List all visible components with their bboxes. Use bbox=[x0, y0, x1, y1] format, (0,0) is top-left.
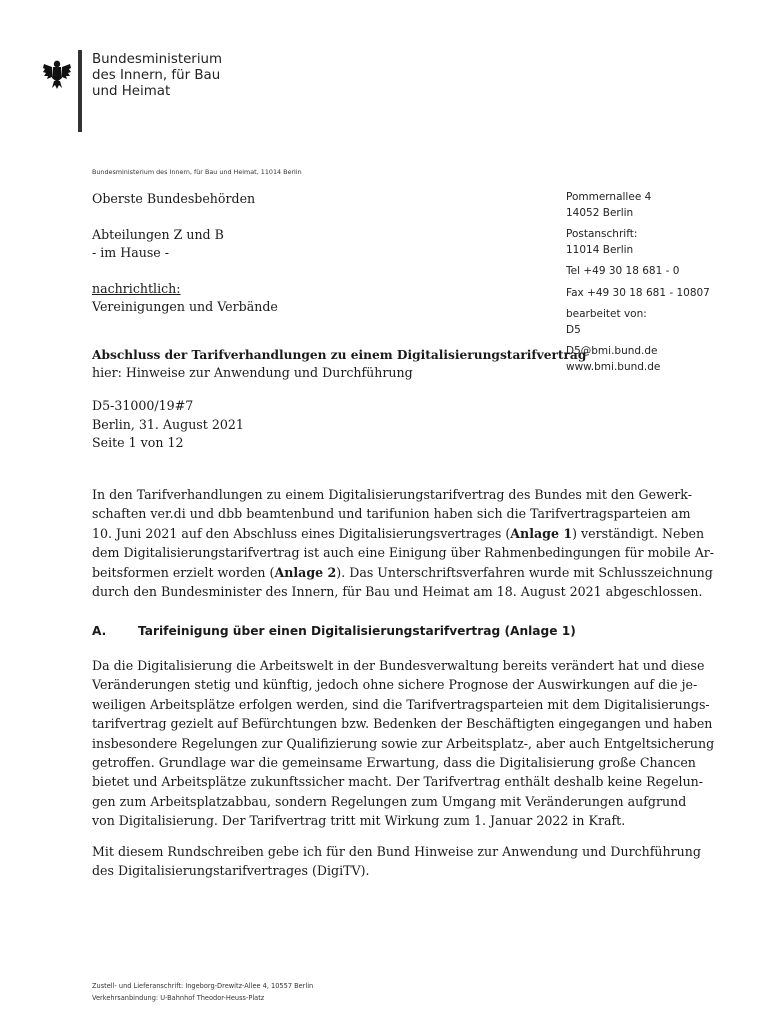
recipient-line-3: - im Hause - bbox=[92, 245, 170, 260]
address-city: 14052 Berlin bbox=[566, 206, 634, 219]
postal-city: 11014 Berlin bbox=[566, 243, 634, 256]
recipient-line-2: Abteilungen Z und B bbox=[92, 227, 224, 242]
cc-label: nachrichtlich: bbox=[92, 281, 181, 296]
text-run: beitsformen erzielt worden ( bbox=[92, 564, 275, 580]
intro-paragraph bbox=[92, 485, 715, 601]
address-street: Pommernallee 4 bbox=[566, 191, 652, 203]
text-run: 10. Juni 2021 auf den Abschluss eines Digitalisierungsvertrages ( bbox=[92, 525, 511, 541]
text-run: ). Das Unterschriftsverfahren wurde mit Schlusszeichnung bbox=[336, 564, 713, 580]
federal-eagle-icon bbox=[42, 58, 72, 90]
handled-by-label: bearbeitet von: bbox=[566, 308, 647, 320]
fax: Fax +49 30 18 681 - 10807 bbox=[566, 286, 710, 299]
paragraph-line: tarifvertrag gezielt auf Befürchtungen bzw. Bedenken der Beschäftigten eingegangen und haben bbox=[92, 716, 713, 732]
contact-info-column bbox=[566, 190, 710, 375]
paragraph-line bbox=[92, 524, 705, 543]
section-title: Tarifeinigung über einen Digitalisierungstarifvertrag (Anlage 1) bbox=[138, 624, 576, 638]
subject-title: Abschluss der Tarifverhandlungen zu einem Digitalisierungstarifvertrag bbox=[92, 348, 587, 362]
ministry-name-line-3: und Heimat bbox=[92, 84, 171, 99]
attachment-2-reference: Anlage 2 bbox=[274, 564, 337, 580]
section-a-heading bbox=[92, 624, 576, 638]
paragraph-line: dem Digitalisierungstarifvertrag ist auch eine Einigung über Rahmenbedingungen für mobile Ar- bbox=[92, 545, 715, 561]
paragraph-line: getroffen. Grundlage war die gemeinsame Erwartung, dass die Digitalisierung große Chancen bbox=[92, 755, 696, 771]
paragraph-line: In den Tarifverhandlungen zu einem Digitalisierungstarifvertrag des Bundes mit den Gewerk- bbox=[92, 487, 692, 502]
text-run: ) verständigt. Neben bbox=[572, 525, 705, 541]
paragraph-line: bietet und Arbeitsplätze zukunftssicher macht. Der Tarifvertrag enthält deshalb keine Regelun- bbox=[92, 774, 704, 790]
paragraph-line bbox=[92, 563, 713, 582]
reference-block bbox=[92, 397, 244, 453]
recipient-block bbox=[92, 190, 278, 316]
paragraph-line: insbesondere Regelungen zur Qualifizierung sowie zur Arbeitsplatz-, aber auch Entgeltsicherung bbox=[92, 735, 715, 751]
closing-paragraph bbox=[92, 842, 701, 881]
page-footer bbox=[92, 980, 313, 1004]
paragraph-line: schaften ver.di und dbb beamtenbund und tarifunion haben sich die Tarifvertragsparteien am bbox=[92, 506, 691, 522]
telephone: Tel +49 30 18 681 - 0 bbox=[566, 265, 680, 277]
subject-block bbox=[92, 346, 586, 382]
letter-date: Berlin, 31. August 2021 bbox=[92, 416, 244, 432]
recipient-line-1: Oberste Bundesbehörden bbox=[92, 191, 256, 206]
paragraph-line: Da die Digitalisierung die Arbeitswelt in der Bundesverwaltung bereits verändert hat und diese bbox=[92, 658, 705, 673]
ministry-logo-text bbox=[92, 52, 222, 100]
paragraph-line: Veränderungen stetig und künftig, jedoch ohne sichere Prognose der Auswirkungen auf die je- bbox=[92, 677, 698, 693]
paragraph-line: durch den Bundesminister des Innern, für Bau und Heimat am 18. August 2021 abgeschlossen. bbox=[92, 584, 703, 600]
paragraph-line: Mit diesem Rundschreiben gebe ich für den Bund Hinweise zur Anwendung und Durchführung bbox=[92, 844, 701, 859]
logo-divider-bar bbox=[78, 50, 82, 132]
sender-return-address: Bundesministerium des Innern, für Bau und Heimat, 11014 Berlin bbox=[92, 168, 302, 176]
reference-number: D5-31000/19#7 bbox=[92, 398, 194, 413]
postal-label: Postanschrift: bbox=[566, 228, 638, 240]
website-link[interactable]: www.bmi.bund.de bbox=[566, 360, 661, 373]
paragraph-line: des Digitalisierungstarifvertrages (DigiTV). bbox=[92, 863, 370, 879]
section-letter: A. bbox=[92, 624, 107, 638]
paragraph-line: gen zum Arbeitsplatzabbau, sondern Regelungen zum Umgang mit Veränderungen aufgrund bbox=[92, 793, 687, 809]
delivery-address: Zustell- und Lieferanschrift: Ingeborg-Drewitz-Allee 4, 10557 Berlin bbox=[92, 982, 314, 990]
page-indicator: Seite 1 von 12 bbox=[92, 435, 184, 450]
paragraph-line: von Digitalisierung. Der Tarifvertrag tritt mit Wirkung zum 1. Januar 2022 in Kraft. bbox=[92, 813, 626, 829]
subject-subtitle: hier: Hinweise zur Anwendung und Durchführung bbox=[92, 365, 413, 380]
handled-by: D5 bbox=[566, 323, 581, 336]
section-a-paragraph bbox=[92, 656, 715, 831]
transport-connection: Verkehrsanbindung: U-Bahnhof Theodor-Heuss-Platz bbox=[92, 994, 265, 1002]
ministry-name-line-2: des Innern, für Bau bbox=[92, 68, 221, 83]
ministry-name-line-1: Bundesministerium bbox=[92, 52, 223, 67]
recipient-line-4: Vereinigungen und Verbände bbox=[92, 299, 278, 314]
paragraph-line: weiligen Arbeitsplätze erfolgen werden, sind die Tarifvertragsparteien mit dem Digitalisierungs- bbox=[92, 696, 710, 712]
email-link[interactable]: D5@bmi.bund.de bbox=[566, 345, 658, 357]
attachment-1-reference: Anlage 1 bbox=[510, 525, 573, 541]
